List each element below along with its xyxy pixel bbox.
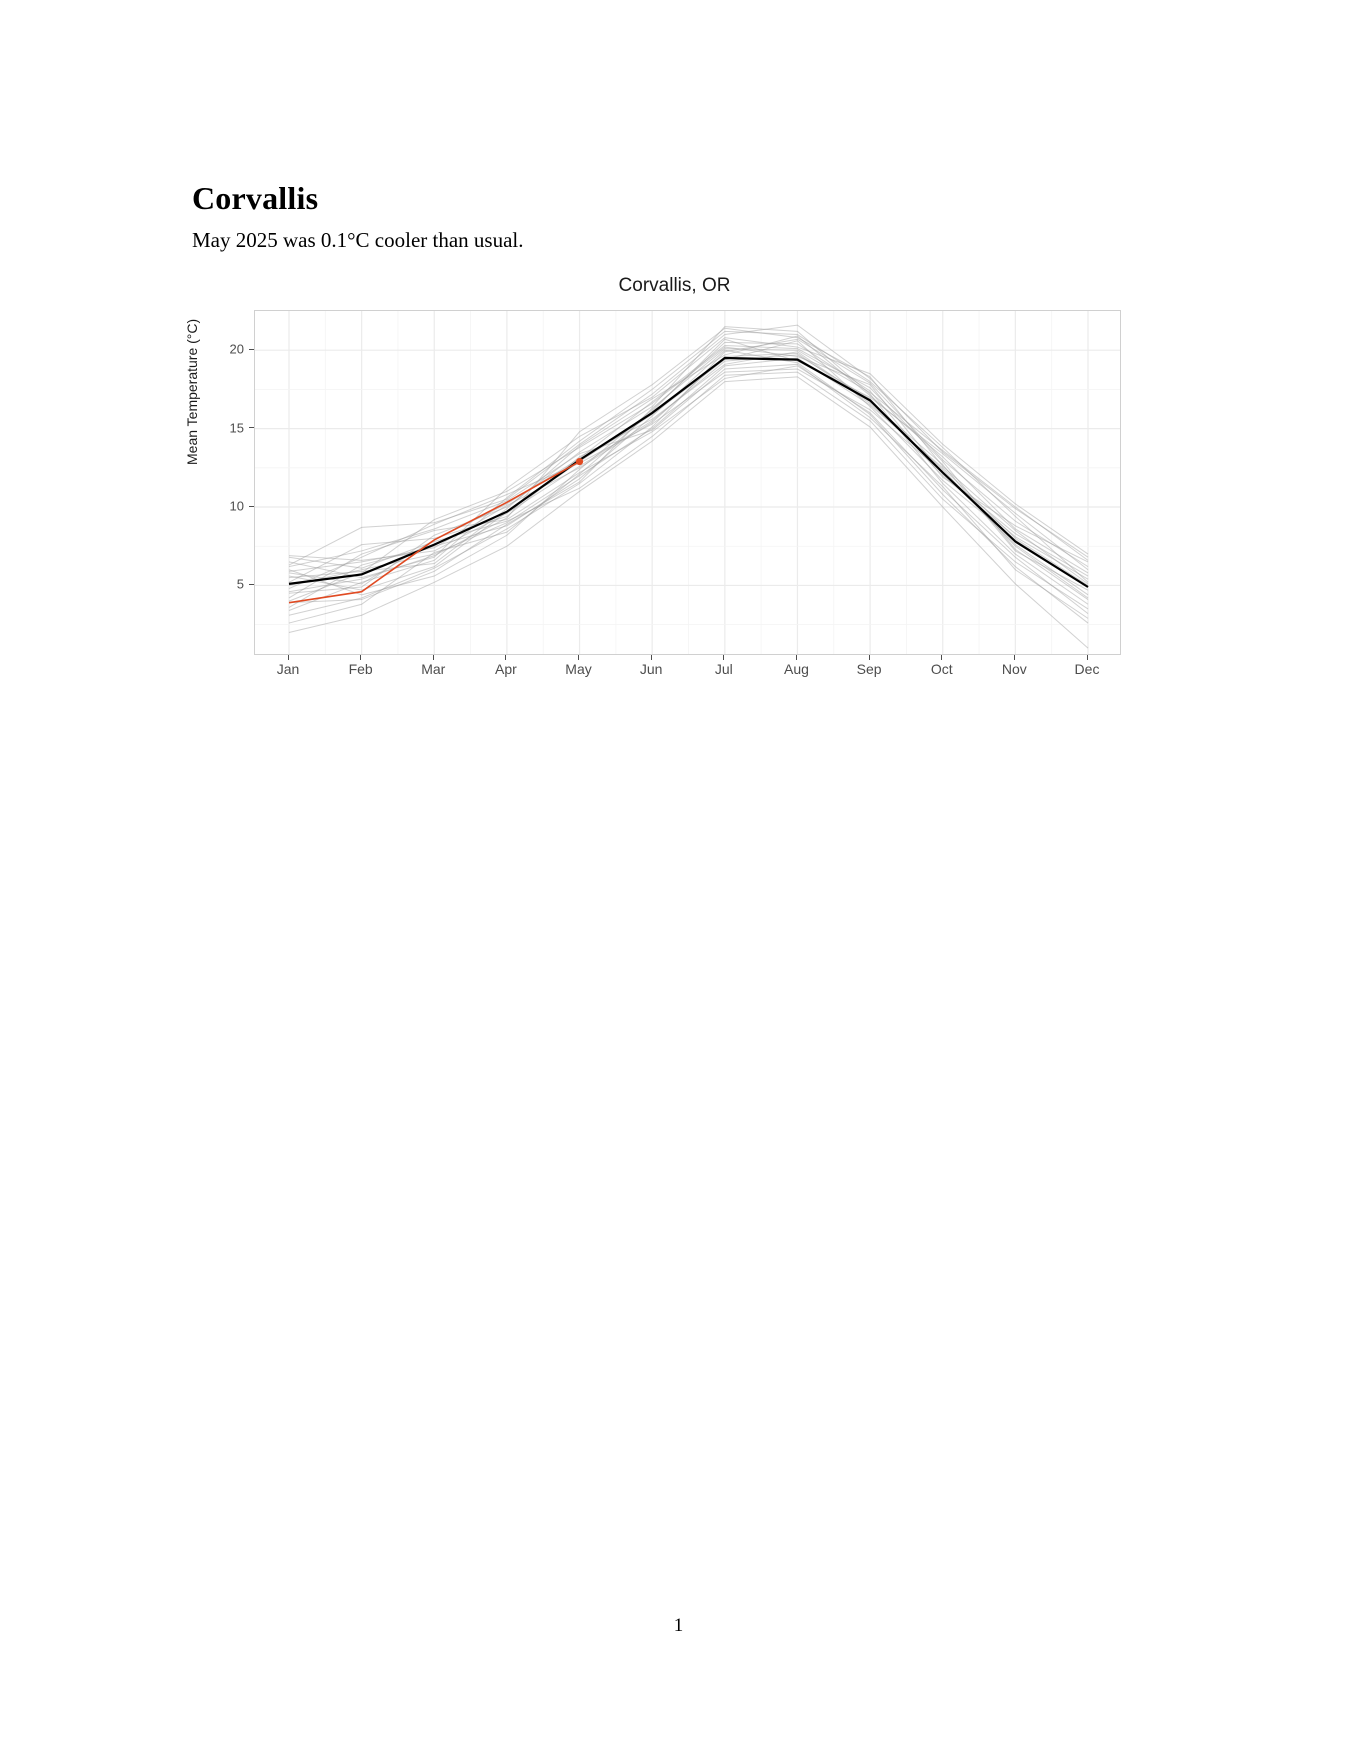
x-tick-mark <box>433 655 434 660</box>
x-tick-label: Nov <box>1001 661 1027 677</box>
x-tick-mark <box>578 655 579 660</box>
x-tick-mark <box>505 655 506 660</box>
x-tick-mark <box>1087 655 1088 660</box>
y-tick-label: 15 <box>229 420 244 436</box>
x-tick-mark <box>941 655 942 660</box>
x-tick-mark <box>288 655 289 660</box>
x-tick-label: Apr <box>495 661 517 677</box>
temperature-chart-figure <box>184 275 1157 695</box>
x-tick-mark <box>1014 655 1015 660</box>
x-tick-label: Oct <box>930 661 953 677</box>
x-tick-mark <box>723 655 724 660</box>
x-tick-mark <box>869 655 870 660</box>
x-tick-label: Dec <box>1074 661 1100 677</box>
x-tick-label: Jul <box>714 661 733 677</box>
x-tick-label: Jun <box>639 661 663 677</box>
plot-canvas <box>255 311 1121 655</box>
y-tick-label: 10 <box>229 498 244 514</box>
x-tick-label: Aug <box>783 661 809 677</box>
x-tick-label: Jan <box>276 661 300 677</box>
x-tick-label: May <box>565 661 592 677</box>
y-tick-mark <box>249 584 254 585</box>
page-title: Corvallis <box>192 180 319 216</box>
x-tick-label: Sep <box>856 661 882 677</box>
page-subtitle: May 2025 was 0.1°C cooler than usual. <box>192 228 524 252</box>
x-tick-mark <box>651 655 652 660</box>
x-tick-label: Feb <box>348 661 373 677</box>
y-axis-label: Mean Temperature (°C) <box>184 318 200 465</box>
x-tick-mark <box>360 655 361 660</box>
x-tick-mark <box>796 655 797 660</box>
y-tick-mark <box>249 349 254 350</box>
plot-panel-wrap <box>229 310 1121 677</box>
chart-title: Corvallis, OR <box>618 275 731 296</box>
plot-panel <box>254 310 1121 655</box>
x-tick-label: Mar <box>421 661 446 677</box>
y-tick-mark <box>249 506 254 507</box>
y-tick-label: 20 <box>229 341 244 357</box>
y-tick-label: 5 <box>236 576 244 592</box>
y-tick-mark <box>249 427 254 428</box>
page-number: 1 <box>673 1615 684 1636</box>
